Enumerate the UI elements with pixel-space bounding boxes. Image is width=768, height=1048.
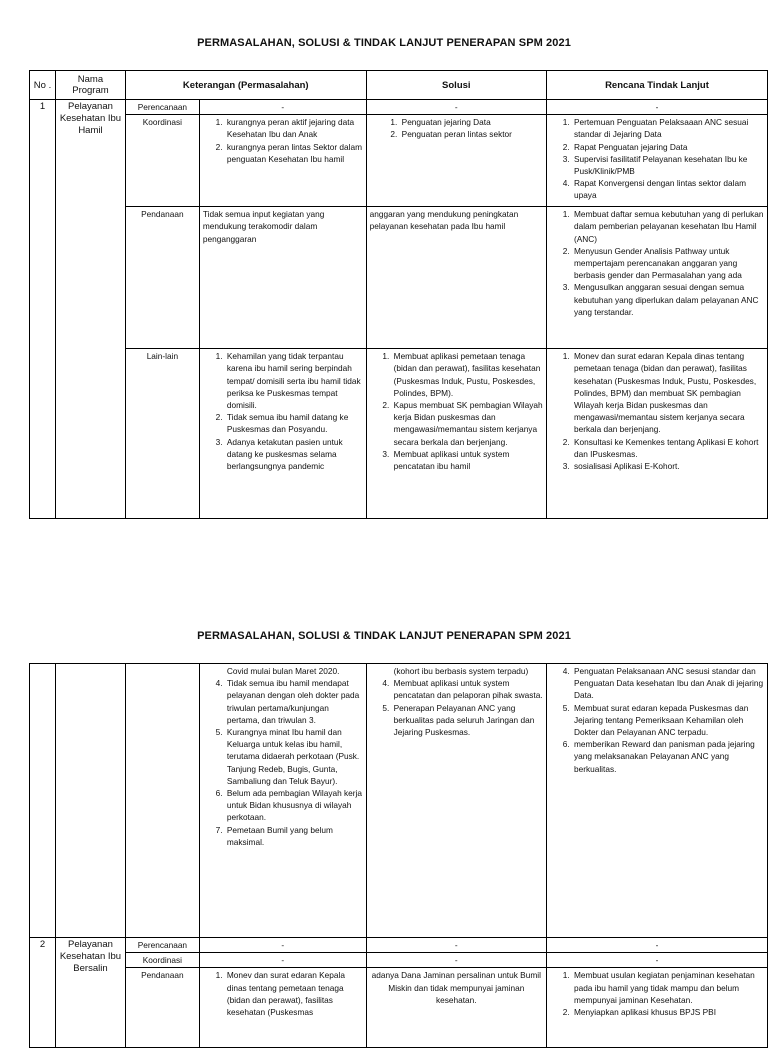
solusi-cell [366, 349, 546, 519]
list-item: 3. Membuat aplikasi untuk system pencatatan ibu hamil [392, 448, 543, 472]
keterangan-cell [199, 968, 366, 1048]
solusi-cell: - [366, 100, 546, 115]
cell-text: Tidak semua input kegiatan yang mendukung terakomodir dalam penganggaran [202, 209, 325, 244]
list-item: 1. Membuat daftar semua kebutuhan yang di perlukan dalam pemberian pelayanan kesehatan Ibu Hamil (ANC) [572, 208, 764, 245]
rencana-cell [546, 968, 767, 1048]
solusi-cell [366, 968, 546, 1048]
list-item: 4. Membuat aplikasi untuk system pencatatan dan pelaporan pihak swasta. [392, 677, 543, 701]
solusi-cell: - [366, 938, 546, 953]
page-title: PERMASALAHAN, SOLUSI & TINDAK LANJUT PENERAPAN SPM 2021 [197, 37, 571, 49]
rencana-cell [546, 349, 767, 519]
rencana-cell [546, 207, 767, 349]
list-item: 2. kurangnya peran lintas Sektor dalam penguatan Kesehatan Ibu hamil [225, 141, 363, 165]
list-item: 4. Penguatan Pelaksanaan ANC sesusi standar dan Penguatan Data kesehatan Ibu dan Anak di jejaring Data. [572, 665, 764, 702]
table-row [30, 938, 768, 953]
list-item: 1. Monev dan surat edaran Kepala dinas tentang pemetaan tenaga (bidan dan perawat), fasilitas kesehatan (Puskesmas [225, 969, 363, 1018]
row-number [30, 664, 56, 938]
aspect-label: Perencanaan [125, 938, 199, 953]
list-item: 3. Adanya ketakutan pasien untuk datang ke puskesmas selama berlangsungnya pandemic [225, 436, 363, 473]
page-title: PERMASALAHAN, SOLUSI & TINDAK LANJUT PENERAPAN SPM 2021 [197, 630, 571, 642]
list-item: 3. sosialisasi Aplikasi E-Kohort. [572, 460, 764, 472]
solusi-cell [366, 664, 546, 938]
aspect-label: Koordinasi [125, 115, 199, 207]
spm-table-page-2 [29, 663, 768, 1048]
keterangan-cell [199, 115, 366, 207]
spm-table-page-1 [29, 70, 768, 519]
list-item: 2. Rapat Penguatan jejaring Data [572, 141, 764, 153]
header-keterangan: Keterangan (Permasalahan) [125, 71, 366, 100]
list-item: 4. Rapat Konvergensi dengan lintas sektor dalam upaya [572, 177, 764, 201]
list-item: 6. Belum ada pembagian Wilayah kerja untuk Bidan khususnya di wilayah perkotaan. [225, 787, 363, 824]
list-item: 2. Penguatan peran lintas sektor [400, 128, 543, 140]
list-item: 4. Tidak semua ibu hamil mendapat pelayanan dengan oleh dokter pada triwulan pertama/kunjungan pertama, dan triwulan 3. [225, 677, 363, 726]
solusi-cell: - [366, 953, 546, 968]
keterangan-cell: - [199, 100, 366, 115]
rencana-cell [546, 664, 767, 938]
row-number: 1 [30, 100, 56, 519]
aspect-label [125, 664, 199, 938]
header-rencana: Rencana Tindak Lanjut [546, 71, 767, 100]
cell-text: Covid mulai bulan Maret 2020. [226, 666, 340, 676]
list-item: 3. Supervisi fasilitatif Pelayanan kesehatan Ibu ke Pusk/Klinik/PMB [572, 153, 764, 177]
list-item: 1. kurangnya peran aktif jejaring data Kesehatan Ibu dan Anak [225, 116, 363, 140]
list-item: 1. Pertemuan Penguatan Pelaksaaan ANC sesuai standar di Jejaring Data [572, 116, 764, 140]
solusi-cell [366, 115, 546, 207]
keterangan-cell [199, 349, 366, 519]
list-item: 1. Membuat aplikasi pemetaan tenaga (bidan dan perawat), fasilitas kesehatan (Puskesmas Induk, Pustu, Poskesdes, Polindes, BPM). [392, 350, 543, 399]
list-item: 1. Monev dan surat edaran Kepala dinas tentang pemetaan tenaga (bidan dan perawat), fasilitas kesehatan (Puskesmas Induk, Pustu, Poskesdes, Polindes, BPM) dan membuat SK pembagian Wilayah kerja Bidan puskesmas dan mengawasi/memantau sistem kerjanya secara berkala dan berjenjang. [572, 350, 764, 435]
aspect-label: Lain-lain [125, 349, 199, 519]
rencana-cell: - [546, 100, 767, 115]
list-item: 2. Tidak semua ibu hamil datang ke Puskesmas dan Posyandu. [225, 411, 363, 435]
header-program: Nama Program [56, 71, 126, 100]
list-item: 5. Kurangnya minat Ibu hamil dan Keluarga untuk kelas ibu hamil, terutama didaerah perkotaan (Pusk. Tanjung Redeb, Bugis, Gunta, Sambaliung dan Teluk Bayur). [225, 726, 363, 787]
row-number: 2 [30, 938, 56, 1048]
rencana-cell: - [546, 938, 767, 953]
header-solusi: Solusi [366, 71, 546, 100]
keterangan-cell: - [199, 953, 366, 968]
table-row [30, 664, 768, 938]
aspect-label: Perencanaan [125, 100, 199, 115]
list-item: 1. Penguatan jejaring Data [400, 116, 543, 128]
program-name: Pelayanan Kesehatan Ibu Bersalin [56, 938, 126, 1048]
aspect-label: Pendanaan [125, 207, 199, 349]
table-row [30, 968, 768, 1048]
table-row [30, 100, 768, 115]
cell-text: anggaran yang mendukung peningkatan pelayanan kesehatan pada Ibu hamil [369, 209, 519, 232]
list-item: 2. Menyiapkan aplikasi khusus BPJS PBI [572, 1006, 764, 1018]
table-row [30, 349, 768, 519]
list-item: 7. Pemetaan Bumil yang belum maksimal. [225, 824, 363, 848]
list-item: 2. Kapus membuat SK pembagian Wilayah kerja Bidan puskesmas dan mengawasi/memantau sistem kerjanya secara berkala dan berjenjang. [392, 399, 543, 448]
table-header-row [30, 71, 768, 100]
solusi-cell [366, 207, 546, 349]
program-name: Pelayanan Kesehatan Ibu Hamil [56, 100, 126, 519]
program-name [56, 664, 126, 938]
aspect-label: Pendanaan [125, 968, 199, 1048]
list-item: 2. Konsultasi ke Kemenkes tentang Aplikasi E kohort dan IPuskesmas. [572, 436, 764, 460]
rencana-cell: - [546, 953, 767, 968]
keterangan-cell [199, 664, 366, 938]
list-item: 6. memberikan Reward dan panisman pada jejaring yang melaksanakan Pelayanan ANC yang berkualitas. [572, 738, 764, 775]
cell-text: (kohort ibu berbasis system terpadu) [393, 666, 529, 676]
table-row [30, 953, 768, 968]
keterangan-cell: - [199, 938, 366, 953]
list-item: 5. Membuat surat edaran kepada Puskesmas dan Jejaring tentang Pemeriksaan Kehamilan oleh Dokter dan Pelayanan ANC terpadu. [572, 702, 764, 739]
keterangan-cell [199, 207, 366, 349]
list-item: 1. Membuat usulan kegiatan penjaminan kesehatan pada ibu hamil yang tidak mampu dan belum mempunyai jaminan Kesehatan. [572, 969, 764, 1006]
header-no: No . [30, 71, 56, 100]
list-item: 1. Kehamilan yang tidak terpantau karena ibu hamil sering berpindah tempat/ domisili serta ibu hamil tidak periksa ke Puskesmas tempat domisili. [225, 350, 363, 411]
list-item: 3. Mengusulkan anggaran sesuai dengan semua kebutuhan yang diperlukan dalam pelayanan ANC yang terstandar. [572, 281, 764, 318]
table-row [30, 207, 768, 349]
cell-text: adanya Dana Jaminan persalinan untuk Bumil Miskin dan tidak mempunyai jaminan kesehatan. [371, 970, 541, 1005]
table-row [30, 115, 768, 207]
list-item: 2. Menyusun Gender Analisis Pathway untuk mempertajam perencanakan anggaran yang berbasis gender dan Permasalahan yang ada [572, 245, 764, 282]
rencana-cell [546, 115, 767, 207]
aspect-label: Koordinasi [125, 953, 199, 968]
list-item: 5. Penerapan Pelayanan ANC yang berkualitas pada seluruh Jaringan dan Jejaring Puskesmas. [392, 702, 543, 739]
